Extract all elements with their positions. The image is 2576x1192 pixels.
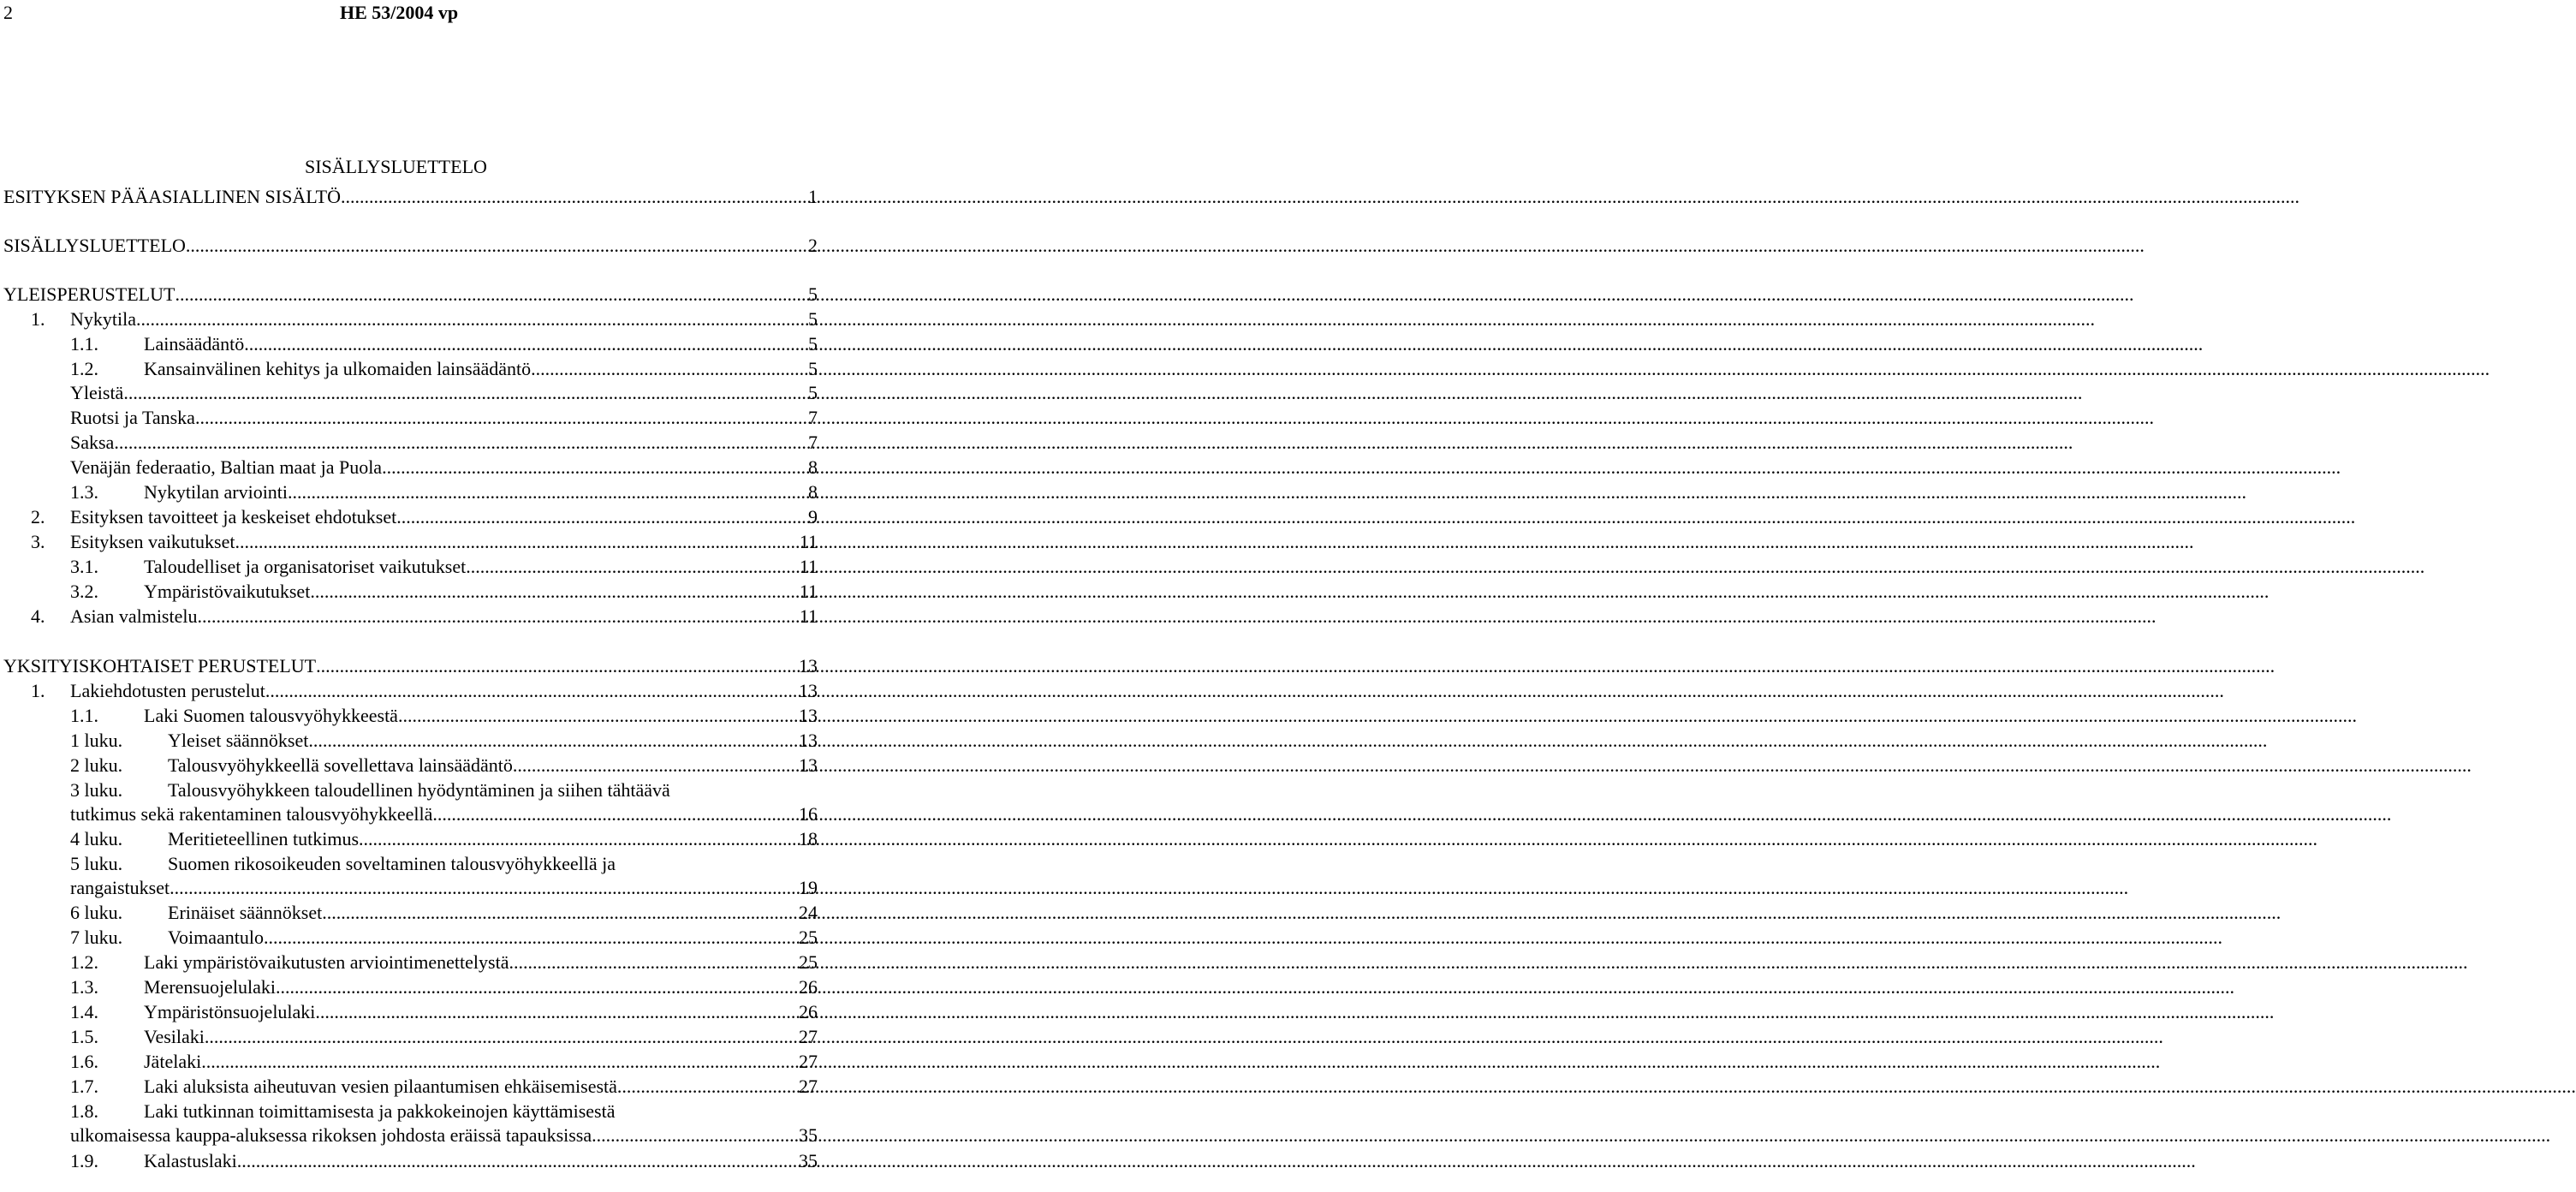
toc-entry-page: 24 xyxy=(799,902,818,923)
toc-entry-title: Erinäiset säännökset xyxy=(168,902,323,923)
toc-entry-page: 25 xyxy=(799,927,818,948)
toc-entry-page: 9 xyxy=(808,506,818,527)
toc-entry[interactable] xyxy=(70,406,818,430)
toc-entry-number: 3. xyxy=(31,531,45,552)
toc-entry-leader xyxy=(432,802,797,826)
toc-entry-number: 7 luku. xyxy=(70,927,123,948)
toc-entry-title: SISÄLLYSLUETTELO xyxy=(3,235,186,256)
toc-entry-title: Kansainvälinen kehitys ja ulkomaiden lainsäädäntö xyxy=(144,358,532,379)
toc-entry-title: Saksa xyxy=(70,432,115,453)
toc-entry-number: 1.5. xyxy=(70,1026,98,1047)
toc-entry-page: 27 xyxy=(799,1051,818,1072)
toc-entry-page: 26 xyxy=(799,976,818,998)
toc-entry-leader xyxy=(316,654,797,678)
toc-entry-title: Ruotsi ja Tanska xyxy=(70,407,195,428)
toc-entry[interactable] xyxy=(3,283,818,307)
toc-entry-number: 1. xyxy=(31,680,45,701)
toc-entry-page: 11 xyxy=(799,531,818,552)
toc-entry-title: Yleistä xyxy=(70,382,124,403)
toc-entry[interactable] xyxy=(70,754,818,778)
toc-entry-leader xyxy=(359,827,797,851)
toc-entry-title: Asian valmistelu xyxy=(70,605,198,627)
toc-entry-page: 19 xyxy=(799,877,818,898)
toc-entry-title-continuation: rangaistukset xyxy=(70,877,170,898)
toc-entry-number: 1.8. xyxy=(70,1100,98,1122)
toc-entry-leader xyxy=(592,1123,797,1147)
toc-entry-title: Voimaantulo xyxy=(168,927,265,948)
toc-entry-leader xyxy=(617,1075,797,1099)
toc-entry-page: 11 xyxy=(799,581,818,602)
toc-entry-page: 13 xyxy=(799,754,818,776)
toc-entry-title: Vesilaki xyxy=(144,1026,205,1047)
toc-entry[interactable] xyxy=(70,431,818,455)
toc-entry-leader xyxy=(396,505,806,529)
toc-entry-title: Esityksen tavoitteet ja keskeiset ehdotukset xyxy=(70,506,397,527)
toc-entry-page: 35 xyxy=(799,1150,818,1171)
toc-entry-title-continuation: tutkimus sekä rakentaminen talousvyöhykkeellä xyxy=(70,803,433,825)
toc-entry-number: 2. xyxy=(31,506,45,527)
toc-entry-page: 25 xyxy=(799,951,818,973)
page-number: 2 xyxy=(3,2,13,23)
toc-entry-number: 1.1. xyxy=(70,705,98,726)
toc-entry[interactable] xyxy=(70,704,818,728)
toc-entry-leader xyxy=(382,456,806,480)
toc-entry-page: 1 xyxy=(808,186,818,207)
toc-entry[interactable] xyxy=(70,1100,818,1147)
toc-entry-number: 3 luku. xyxy=(70,779,123,801)
toc-entry[interactable] xyxy=(70,1025,818,1049)
toc-entry-title: Laki tutkinnan toimittamisesta ja pakkokeinojen käyttämisestä xyxy=(144,1100,616,1122)
toc-entry[interactable] xyxy=(70,1075,818,1099)
toc-entry-leader xyxy=(513,754,797,778)
toc-entry-title: Lainsäädäntö xyxy=(144,333,245,355)
toc-entry-leader xyxy=(264,926,797,950)
toc-entry-number: 5 luku. xyxy=(70,853,123,874)
toc-entry-title: Merensuojelulaki xyxy=(144,976,276,998)
toc-entry-title: Ympäristönsuojelulaki xyxy=(144,1001,316,1022)
toc-entry-number: 1.9. xyxy=(70,1150,98,1171)
toc-entry[interactable] xyxy=(70,852,818,900)
toc-entry-number: 2 luku. xyxy=(70,754,123,776)
toc-entry-page: 27 xyxy=(799,1026,818,1047)
toc-entry-leader xyxy=(244,332,806,356)
toc-entry-title: Yleiset säännökset xyxy=(168,730,309,751)
toc-entry[interactable] xyxy=(70,381,818,405)
toc-entry-page: 11 xyxy=(799,605,818,627)
toc-entry[interactable] xyxy=(3,654,818,678)
toc-entry-title: Laki Suomen talousvyöhykkeestä xyxy=(144,705,398,726)
toc-entry-number: 4. xyxy=(31,605,45,627)
toc-entry-title: Nykytila xyxy=(70,308,136,330)
toc-entry-title: Laki ympäristövaikutusten arviointimenettelystä xyxy=(144,951,509,973)
toc-entry-leader xyxy=(322,901,797,925)
toc-entry-page: 13 xyxy=(799,705,818,726)
toc-entry-page: 2 xyxy=(808,235,818,256)
toc-entry[interactable] xyxy=(70,951,818,974)
toc-entry-number: 6 luku. xyxy=(70,902,123,923)
toc-entry-title: Taloudelliset ja organisatoriset vaikutukset xyxy=(144,556,467,577)
toc-entry[interactable] xyxy=(3,234,818,258)
toc-entry-leader xyxy=(205,1025,797,1049)
toc-entry-leader xyxy=(235,530,797,554)
toc-entry-title: Talousvyöhykkeen taloudellinen hyödyntäminen ja siihen tähtäävä xyxy=(168,779,670,801)
toc-entry-page: 27 xyxy=(799,1076,818,1097)
toc-entry-number: 1.6. xyxy=(70,1051,98,1072)
toc-entry[interactable] xyxy=(70,729,818,753)
toc-entry-number: 3.1. xyxy=(70,556,98,577)
toc-entry-number: 1.1. xyxy=(70,333,98,355)
toc-entry-leader xyxy=(310,580,798,604)
toc-entry-leader xyxy=(195,406,806,430)
toc-entry-title: YLEISPERUSTELUT xyxy=(3,283,176,305)
toc-entry-page: 13 xyxy=(799,680,818,701)
toc-entry[interactable] xyxy=(70,827,818,851)
toc-entry-leader xyxy=(175,283,806,307)
toc-entry-title: Ympäristövaikutukset xyxy=(144,581,311,602)
toc-entry-leader xyxy=(237,1149,797,1173)
toc-entry-number: 1.3. xyxy=(70,481,98,503)
toc-entry-page: 5 xyxy=(808,283,818,305)
toc-entry-title: ESITYKSEN PÄÄASIALLINEN SISÄLTÖ xyxy=(3,186,341,207)
toc-entry-page: 11 xyxy=(799,556,818,577)
toc-entry-leader xyxy=(197,605,797,629)
toc-entry[interactable] xyxy=(70,456,818,480)
toc-entry-leader xyxy=(531,357,806,381)
toc-entry-number: 1.2. xyxy=(70,358,98,379)
toc-entry-page: 13 xyxy=(799,655,818,676)
toc-entry-title: Meritieteellinen tutkimus xyxy=(168,828,360,849)
toc-entry-page: 16 xyxy=(799,803,818,825)
toc-entry-leader xyxy=(466,555,798,579)
toc-entry-number: 1.3. xyxy=(70,976,98,998)
toc-entry-leader xyxy=(398,704,797,728)
toc-title: SISÄLLYSLUETTELO xyxy=(305,156,487,177)
toc-entry-number: 1. xyxy=(31,308,45,330)
toc-entry-title-continuation: ulkomaisessa kauppa-aluksessa rikoksen johdosta eräissä tapauksissa xyxy=(70,1124,592,1146)
toc-entry-page: 8 xyxy=(808,481,818,503)
toc-entry-title: Esityksen vaikutukset xyxy=(70,531,235,552)
toc-entry[interactable] xyxy=(31,505,818,529)
toc-entry-page: 8 xyxy=(808,456,818,478)
toc-entry-leader xyxy=(186,234,806,258)
toc-entry[interactable] xyxy=(31,530,818,554)
toc-entry[interactable] xyxy=(31,307,818,331)
toc-entry[interactable] xyxy=(70,480,818,504)
toc-entry-page: 5 xyxy=(808,308,818,330)
toc-entry-number: 3.2. xyxy=(70,581,98,602)
toc-entry[interactable] xyxy=(31,605,818,629)
toc-entry[interactable] xyxy=(31,679,818,703)
toc-entry-title: Kalastuslaki xyxy=(144,1150,237,1171)
toc-entry-page: 5 xyxy=(808,358,818,379)
toc-entry-title: Lakiehdotusten perustelut xyxy=(70,680,265,701)
toc-entry-number: 1.7. xyxy=(70,1076,98,1097)
toc-entry-leader xyxy=(509,951,797,974)
toc-entry-number: 1 luku. xyxy=(70,730,123,751)
toc-entry-number: 4 luku. xyxy=(70,828,123,849)
toc-entry[interactable] xyxy=(70,1000,818,1024)
toc-entry[interactable] xyxy=(70,975,818,999)
toc-entry[interactable] xyxy=(70,332,818,356)
toc-entry-title: Suomen rikosoikeuden soveltaminen talousvyöhykkeellä ja xyxy=(168,853,616,874)
toc-entry-leader xyxy=(341,185,806,209)
toc-entry-leader xyxy=(123,381,806,405)
toc-entry[interactable] xyxy=(70,901,818,925)
toc-entry-page: 5 xyxy=(808,382,818,403)
toc-entry-title: Venäjän federaatio, Baltian maat ja Puola xyxy=(70,456,383,478)
toc-entry-page: 26 xyxy=(799,1001,818,1022)
toc-entry-page: 35 xyxy=(799,1124,818,1146)
toc-entry-page: 7 xyxy=(808,407,818,428)
toc-entry-title: Laki aluksista aiheutuvan vesien pilaantumisen ehkäisemisestä xyxy=(144,1076,617,1097)
toc-entry-title: Talousvyöhykkeellä sovellettava lainsäädäntö xyxy=(168,754,513,776)
document-id: HE 53/2004 vp xyxy=(340,2,459,23)
toc-entry-leader xyxy=(265,679,797,703)
toc-entry-leader xyxy=(114,431,806,455)
toc-entry-title: Nykytilan arviointi xyxy=(144,481,289,503)
toc-entry-title: YKSITYISKOHTAISET PERUSTELUT xyxy=(3,655,317,676)
toc-entry[interactable] xyxy=(70,1050,818,1074)
toc-entry-number: 1.2. xyxy=(70,951,98,973)
toc-entry-page: 5 xyxy=(808,333,818,355)
toc-entry-leader xyxy=(315,1000,797,1024)
toc-entry[interactable] xyxy=(70,357,818,381)
toc-entry-page: 13 xyxy=(799,730,818,751)
toc-entry-leader xyxy=(136,307,806,331)
toc-entry-number: 1.4. xyxy=(70,1001,98,1022)
toc-entry[interactable] xyxy=(70,926,818,950)
toc-entry-leader xyxy=(201,1050,797,1074)
toc-entry[interactable] xyxy=(3,185,818,209)
toc-entry[interactable] xyxy=(70,555,818,579)
toc-entry-leader xyxy=(170,876,797,900)
toc-entry-title: Jätelaki xyxy=(144,1051,202,1072)
toc-entry[interactable] xyxy=(70,778,818,826)
toc-entry-leader xyxy=(308,729,797,753)
toc-entry-leader xyxy=(288,480,806,504)
toc-entry-leader xyxy=(276,975,797,999)
toc-entry[interactable] xyxy=(70,1149,818,1173)
toc-entry-page: 7 xyxy=(808,432,818,453)
toc-entry-page: 18 xyxy=(799,828,818,849)
toc-entry[interactable] xyxy=(70,580,818,604)
